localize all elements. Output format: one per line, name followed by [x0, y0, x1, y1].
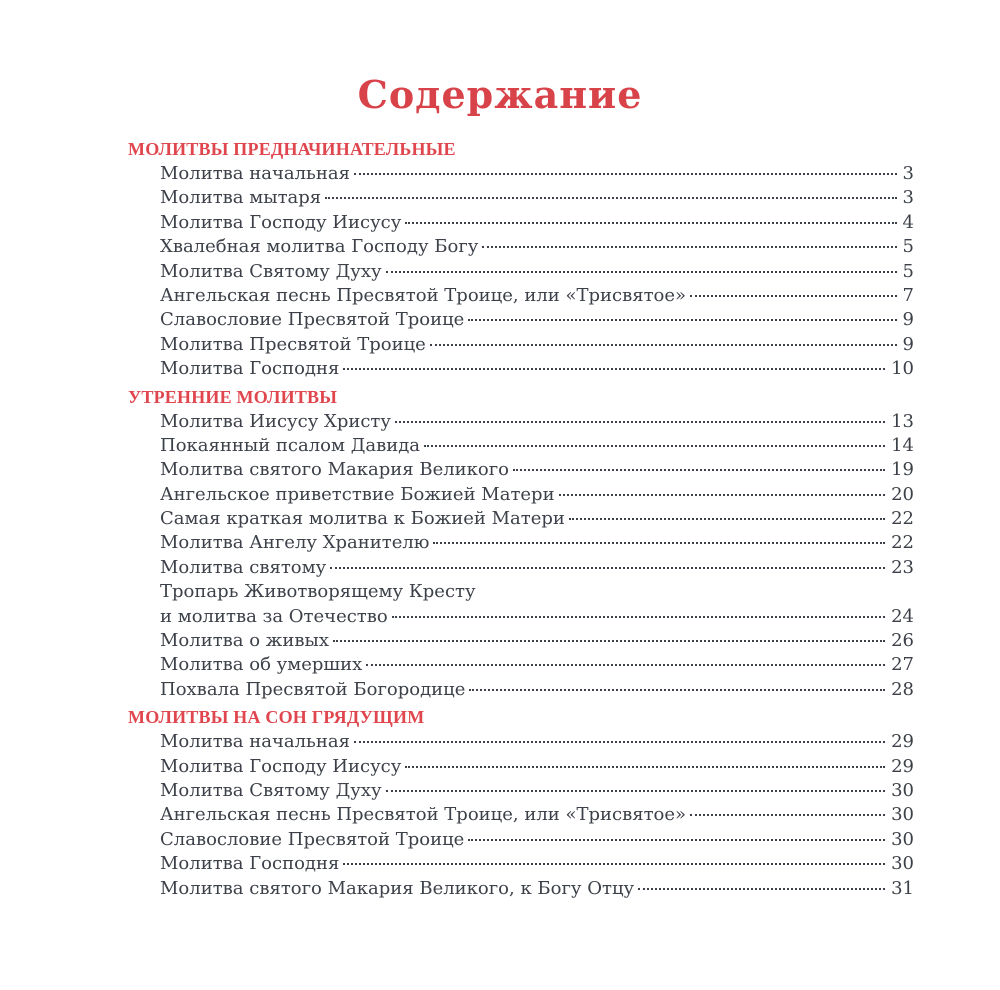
entry-page-number: 30 — [891, 853, 914, 875]
entry-title: Молитва Господу Иисусу — [160, 755, 402, 777]
toc-entry[interactable] — [128, 803, 914, 827]
entry-title: Славословие Пресвятой Троице — [160, 828, 465, 850]
toc-entry[interactable] — [128, 284, 914, 308]
dot-leader — [569, 516, 885, 520]
toc-entry[interactable] — [128, 483, 914, 507]
entry-title: Ангельская песнь Пресвятой Троице, или «Трисвятое» — [160, 284, 687, 306]
table-of-contents — [128, 134, 914, 901]
entry-title: Покаянный псалом Давида — [160, 434, 421, 456]
entry-page-number: 29 — [891, 731, 914, 753]
entry-page-number: 24 — [891, 605, 914, 627]
toc-entry[interactable] — [128, 531, 914, 555]
toc-entry[interactable] — [128, 333, 914, 357]
toc-entry[interactable] — [128, 260, 914, 284]
dot-leader — [690, 812, 885, 816]
dot-leader — [395, 419, 885, 423]
entry-page-number: 22 — [891, 508, 914, 530]
dot-leader — [405, 220, 896, 224]
dot-leader — [430, 342, 897, 346]
entry-title: Ангельское приветствие Божией Матери — [160, 483, 555, 505]
entry-title: Молитва Пресвятой Троице — [160, 333, 426, 355]
entry-title: Молитва начальная — [160, 731, 350, 753]
toc-entry[interactable] — [128, 235, 914, 259]
toc-entry[interactable] — [128, 605, 914, 629]
toc-entry[interactable] — [128, 556, 914, 580]
toc-entry[interactable] — [128, 357, 914, 381]
entry-title: Молитва начальная — [160, 163, 350, 184]
entry-title: Молитва мытаря — [160, 187, 322, 209]
dot-leader — [343, 366, 885, 370]
entry-page-number: 4 — [902, 211, 914, 233]
toc-entry[interactable] — [128, 211, 914, 235]
section-heading[interactable]: МОЛИТВЫ ПРЕДНАЧИНАТЕЛЬНЫЕ — [128, 139, 456, 159]
dot-leader — [559, 492, 886, 496]
entry-page-number: 3 — [902, 187, 914, 209]
entry-title: Молитва о живых — [160, 630, 329, 652]
dot-leader — [424, 443, 885, 447]
entry-page-number: 14 — [891, 434, 914, 456]
dot-leader — [343, 861, 885, 865]
entry-page-number: 29 — [891, 755, 914, 777]
dot-leader — [354, 739, 885, 743]
entry-title: Молитва Иисусу Христу — [160, 410, 391, 432]
entry-page-number: 30 — [891, 804, 914, 826]
entry-page-number: 30 — [891, 828, 914, 850]
entry-page-number: 28 — [891, 678, 914, 700]
entry-page-number: 3 — [902, 163, 914, 184]
entry-page-number: 9 — [902, 333, 914, 355]
toc-entry[interactable] — [128, 653, 914, 677]
entry-page-number: 7 — [902, 284, 914, 306]
entry-page-number: 30 — [891, 779, 914, 801]
toc-entry[interactable] — [128, 852, 914, 876]
dot-leader — [690, 293, 897, 297]
dot-leader — [482, 244, 896, 248]
entry-title: Молитва святого Макария Великого, к Богу Отцу — [160, 877, 635, 899]
entry-title: Ангельская песнь Пресвятой Троице, или «Трисвятое» — [160, 804, 687, 826]
entry-title: Похвала Пресвятой Богородице — [160, 678, 466, 700]
entry-title: Молитва об умерших — [160, 654, 363, 676]
toc-entry[interactable] — [128, 458, 914, 482]
entry-page-number: 20 — [891, 483, 914, 505]
entry-page-number: 10 — [891, 358, 914, 380]
entry-title: и молитва за Отечество — [160, 605, 388, 627]
dot-leader — [405, 764, 885, 768]
toc-entry[interactable] — [128, 730, 914, 754]
entry-title: Самая краткая молитва к Божией Матери — [160, 508, 565, 530]
dot-leader — [330, 565, 885, 569]
entry-page-number: 5 — [902, 260, 914, 282]
toc-entry[interactable] — [128, 507, 914, 531]
dot-leader — [513, 467, 885, 471]
toc-entry[interactable] — [128, 162, 914, 186]
entry-page-number: 9 — [902, 309, 914, 331]
entry-page-number: 13 — [891, 410, 914, 432]
dot-leader — [333, 638, 885, 642]
entry-page-number: 23 — [891, 556, 914, 578]
page-title: Содержание — [357, 72, 643, 117]
entry-page-number: 31 — [891, 877, 914, 899]
entry-title: Молитва Ангелу Хранителю — [160, 532, 430, 554]
entry-title: Молитва святому — [160, 556, 327, 578]
toc-entry-first-line[interactable]: Тропарь Животворящему Кресту — [160, 581, 476, 603]
entry-title: Хвалебная молитва Господу Богу — [160, 236, 479, 258]
entry-page-number: 22 — [891, 532, 914, 554]
entry-page-number: 27 — [891, 654, 914, 676]
entry-title: Молитва Господу Иисусу — [160, 211, 402, 233]
section-heading[interactable]: МОЛИТВЫ НА СОН ГРЯДУЩИМ — [128, 707, 425, 728]
dot-leader — [386, 788, 886, 792]
entry-page-number: 26 — [891, 630, 914, 652]
toc-entry[interactable] — [128, 410, 914, 434]
entry-title: Молитва Святому Духу — [160, 260, 382, 282]
toc-entry[interactable] — [128, 186, 914, 210]
toc-entry[interactable] — [128, 779, 914, 803]
entry-title: Славословие Пресвятой Троице — [160, 309, 465, 331]
entry-title: Молитва Святому Духу — [160, 779, 382, 801]
entry-page-number: 5 — [902, 236, 914, 258]
section-heading[interactable]: УТРЕННИЕ МОЛИТВЫ — [128, 386, 338, 407]
toc-entry[interactable] — [128, 755, 914, 779]
entry-title: Молитва Господня — [160, 853, 340, 875]
entry-page-number: 19 — [891, 459, 914, 481]
dot-leader — [392, 614, 885, 618]
entry-title: Молитва Господня — [160, 358, 340, 380]
entry-title: Молитва святого Макария Великого — [160, 459, 510, 481]
dot-leader — [433, 540, 885, 544]
dot-leader — [366, 662, 885, 666]
toc-entry[interactable] — [128, 629, 914, 653]
toc-entry[interactable] — [128, 828, 914, 852]
dot-leader — [638, 886, 885, 890]
toc-entry[interactable] — [128, 877, 914, 901]
toc-entry[interactable] — [128, 308, 914, 332]
dot-leader — [468, 317, 896, 321]
toc-entry[interactable] — [128, 434, 914, 458]
dot-leader — [386, 269, 897, 273]
dot-leader — [469, 687, 885, 691]
dot-leader — [325, 195, 896, 199]
dot-leader — [468, 837, 885, 841]
dot-leader — [354, 171, 897, 175]
toc-entry[interactable] — [128, 678, 914, 702]
